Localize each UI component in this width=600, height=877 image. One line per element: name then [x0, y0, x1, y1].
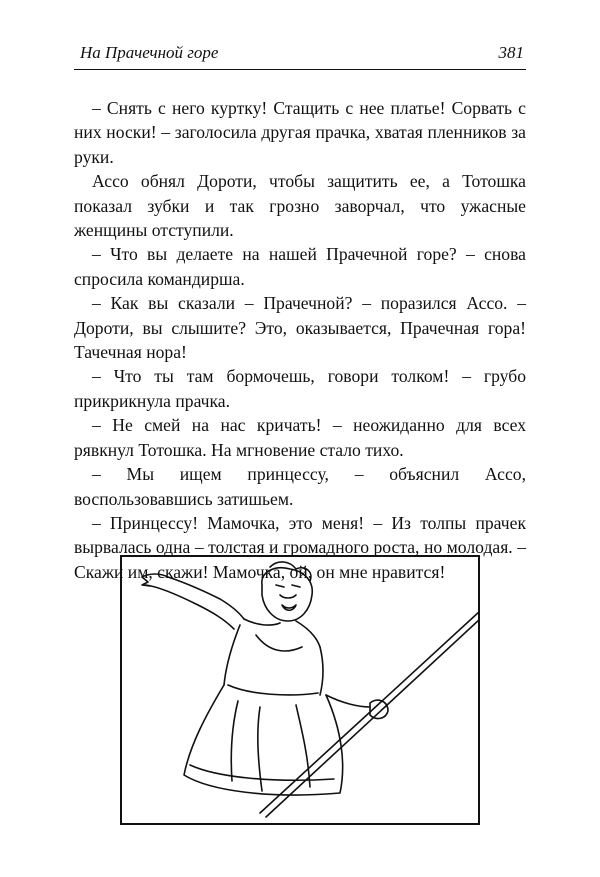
- running-head: [74, 42, 526, 68]
- paragraph: Ассо обнял Дороти, чтобы защитить ее, а Тотошка показал зубки и так грозно заворчал, что ужасные женщины отступили.: [74, 171, 526, 241]
- paragraph: – Мы ищем принцессу, – объяснил Ассо, воспользовавшись затишьем.: [74, 464, 526, 509]
- paragraph: – Как вы сказали – Прачечной? – поразился Ассо. – Дороти, вы слышите? Это, оказывается, Прачечная гора! Тачечная нора!: [74, 293, 526, 363]
- illustration-frame: [121, 556, 479, 824]
- paragraph: – Принцессу! Мамочка, это меня! – Из толпы прачек вырвалась одна – толстая и громадного роста, но молодая. – Скажи им, скажи! Мамочка, ой, он мне нравится!: [74, 512, 526, 582]
- paragraph: – Не смей на нас кричать! – неожиданно для всех рявкнул Тотошка. На мгновение стало тихо.: [74, 415, 526, 460]
- header-rule: [74, 69, 526, 70]
- washerwoman-figure: [142, 562, 388, 795]
- paragraph: – Снять с него куртку! Стащить с нее платье! Сорвать с них носки! – заголосила другая прачка, хватая пленников за руки.: [74, 98, 526, 167]
- illustration: [120, 555, 480, 825]
- page-number: 381: [498, 43, 524, 62]
- chapter-title: На Прачечной горе: [80, 43, 219, 62]
- paragraph: – Что вы делаете на нашей Прачечной горе? – снова спросила командирша.: [74, 244, 526, 289]
- body-text: [74, 96, 526, 584]
- paragraph: – Что ты там бормочешь, говори толком! – грубо прикрикнула прачка.: [74, 366, 526, 411]
